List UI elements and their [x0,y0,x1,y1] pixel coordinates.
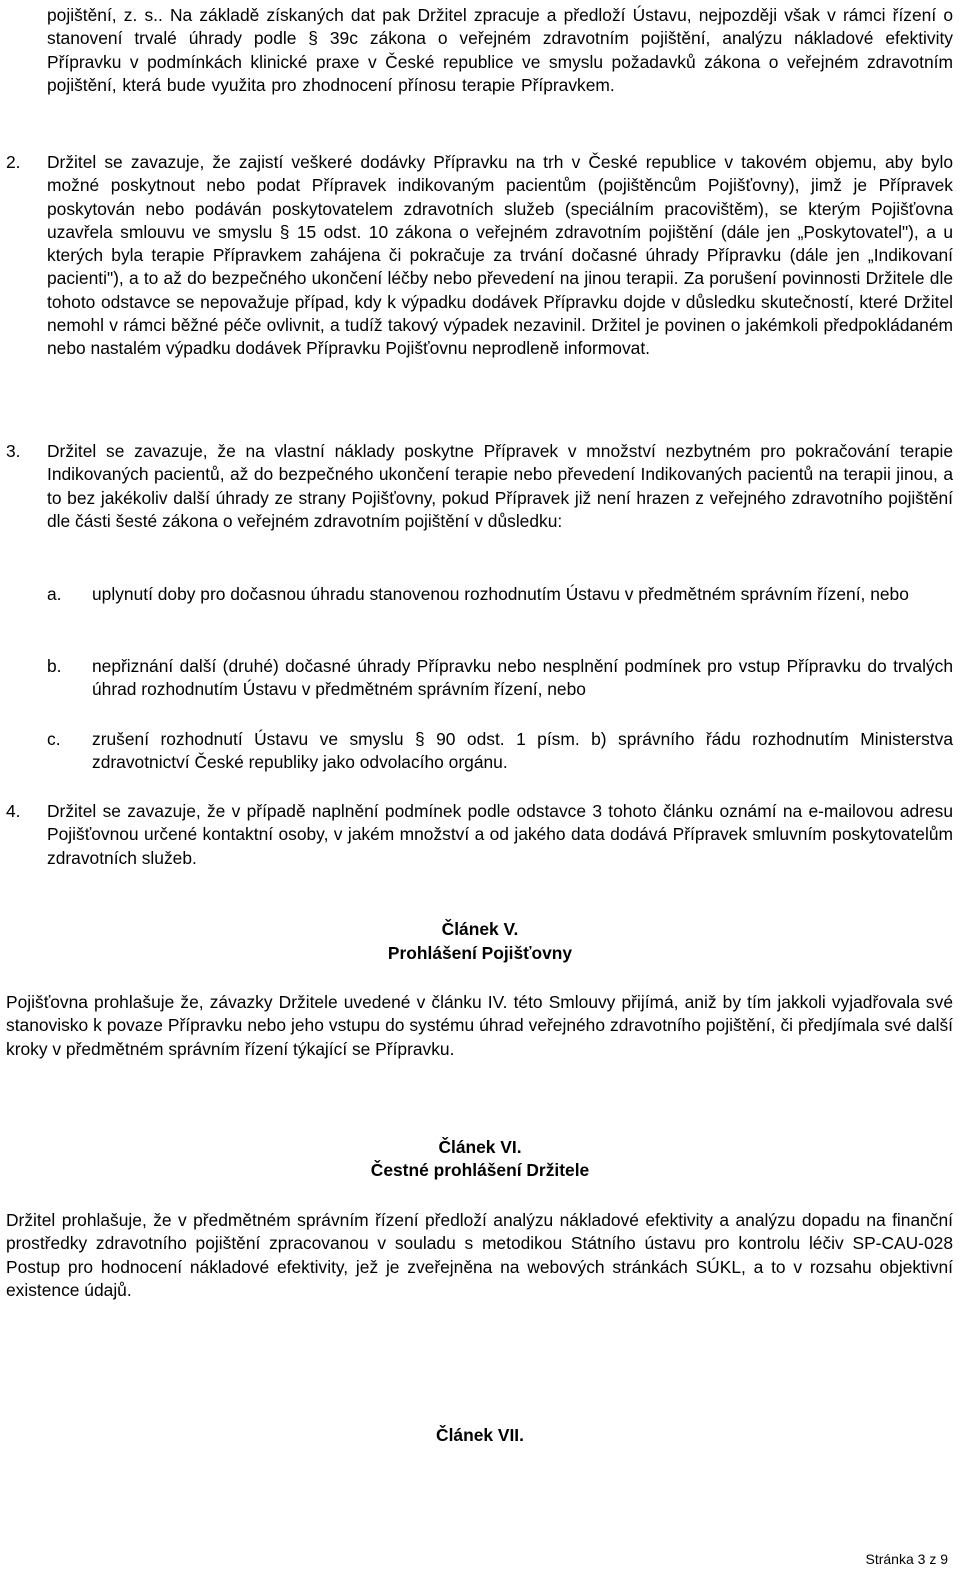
page-number: Stránka 3 z 9 [865,1551,948,1567]
clause-3-subitem-a-text: uplynutí doby pro dočasnou úhradu stanovenou rozhodnutím Ústavu v předmětném správním řízení, nebo [92,584,909,604]
clause-2-number: 2. [6,152,21,172]
article-v-number: Článek V. [441,919,519,939]
article-vi-number: Článek VI. [438,1137,522,1157]
article-vi-text: Držitel prohlašuje, že v předmětném správním řízení předloží analýzu nákladové efektivity a analýzu dopadu na finanční prostředky zdravotního pojištění zpracovanou v souladu s metodikou Státního ústavu pro kontrolu léčiv SP-CAU-028 Postup pro hodnocení nákladové efektivity, jež je zveřejněna na webových stránkách SÚKL, a to v rozsahu objektivní existence údajů. [6,1210,953,1300]
article-vi-title: Čestné prohlášení Držitele [370,1160,590,1180]
clause-3-subitem-c-letter: c. [47,729,61,749]
clause-3-subitem-c-text: zrušení rozhodnutí Ústavu ve smyslu § 90 odst. 1 písm. b) správního řádu rozhodnutím Ministerstva zdravotnictví České republiky jako odvolacího orgánu. [92,729,953,773]
clause-4-number: 4. [6,801,21,821]
clause-3-subitem-a-letter: a. [47,584,62,604]
article-vii-number: Článek VII. [436,1425,524,1445]
clause-3-number: 3. [6,441,21,461]
clause-3-subitem-b-letter: b. [47,656,62,676]
clause-3-subitem-b-text: nepřiznání další (druhé) dočasné úhrady Přípravku nebo nesplnění podmínek pro vstup Přípravku do trvalých úhrad rozhodnutím Ústavu v předmětném správním řízení, nebo [92,656,953,700]
clause-3-text: Držitel se zavazuje, že na vlastní náklady poskytne Přípravek v množství nezbytném pro pokračování terapie Indikovaných pacientů, až do bezpečného ukončení terapie nebo převedení Indikovaných pacientů na terapii jinou, a to bez jakékoliv další úhrady ze strany Pojišťovny, pokud Přípravek již není hrazen z veřejného zdravotního pojištění dle části šesté zákona o veřejném zdravotním pojištění v důsledku: [47,441,953,531]
article-v-text: Pojišťovna prohlašuje že, závazky Držitele uvedené v článku IV. této Smlouvy přijímá, aniž by tím jakkoli vyjadřovala své stanovisko k povaze Přípravku nebo jeho vstupu do systému úhrad veřejného zdravotního pojištění, či předjímala své další kroky v předmětném správním řízení týkající se Přípravku. [6,992,953,1059]
article-v-title: Prohlášení Pojišťovny [387,943,573,963]
clause-4-text: Držitel se zavazuje, že v případě naplnění podmínek podle odstavce 3 tohoto článku oznámí na e-mailovou adresu Pojišťovnou určené kontaktní osoby, v jakém množství a od jakého data dodává Přípravek smluvním poskytovatelům zdravotních služeb. [47,801,953,868]
intro-paragraph: pojištění, z. s.. Na základě získaných dat pak Držitel zpracuje a předloží Ústavu, nejpozději však v rámci řízení o stanovení trvalé úhrady podle § 39c zákona o veřejném zdravotním pojištění, analýzu nákladové efektivity Přípravku v podmínkách klinické praxe v České republice ve smyslu požadavků zákona o veřejném zdravotním pojištění, která bude využita pro zhodnocení přínosu terapie Přípravkem. [47,5,953,95]
clause-2-text: Držitel se zavazuje, že zajistí veškeré dodávky Přípravku na trh v České republice v takovém objemu, aby bylo možné poskytnout nebo podat Přípravek indikovaným pacientům (pojištěncům Pojišťovny), jimž je Přípravek poskytován nebo podáván poskytovatelem zdravotních služeb (speciálním pracovištěm), se kterým Pojišťovna uzavřela smlouvu ve smyslu § 15 odst. 10 zákona o veřejném zdravotním pojištění (dále jen „Poskytovatel"), a u kterých byla terapie Přípravkem zahájena či pokračuje za trvání dočasné úhrady Přípravku (dále jen „Indikovaní pacienti"), a to až do bezpečného ukončení léčby nebo převedení na jinou terapii. Za porušení povinnosti Držitele dle tohoto odstavce se nepovažuje případ, kdy k výpadku dodávek Přípravku dojde v důsledku skutečností, které Držitel nemohl v rámci běžné péče ovlivnit, a tudíž takový výpadek nezavinil. Držitel je povinen o jakémkoli předpokládaném nebo nastalém výpadku dodávek Přípravku Pojišťovnu neprodleně informovat. [47,152,953,359]
